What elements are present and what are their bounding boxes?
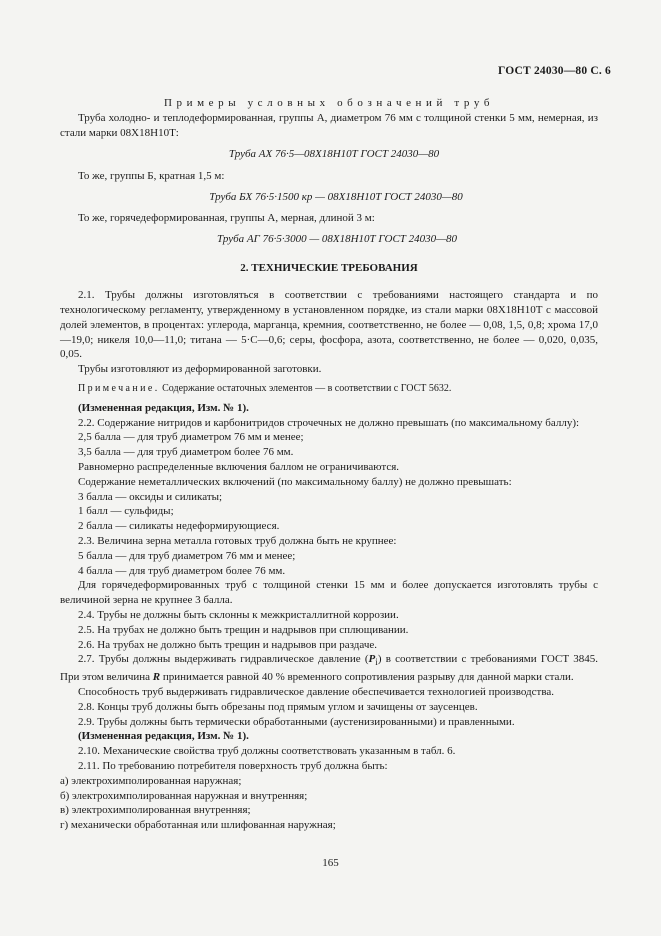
clause-2-7-b: Способность труб выдерживать гидравлическое давление обеспечивается технологией производства. — [78, 686, 555, 699]
section-title: 2. ТЕХНИЧЕСКИЕ ТРЕБОВАНИЯ — [240, 262, 418, 275]
clause-2-2-a: 2,5 балла — для труб диаметром 76 мм и менее; — [78, 431, 304, 444]
example-paragraph-2: То же, группы Б, кратная 1,5 м: — [78, 170, 225, 183]
clause-2-11-d: г) механически обработанная или шлифованная наружная; — [60, 819, 336, 832]
example-formula-3: Труба АГ 76·5·3000 — 08Х18Н10Т ГОСТ 24030—80 — [217, 232, 457, 245]
example-formula-2: Труба БХ 76·5·1500 кр — 08Х18Н10Т ГОСТ 24030—80 — [209, 190, 463, 203]
pressure-subscript: i — [375, 657, 378, 668]
clause-2-4: 2.4. Трубы не должны быть склонны к межкристаллитной коррозии. — [78, 608, 399, 621]
clause-2-11-a: а) электрохимполированная наружная; — [60, 774, 242, 787]
clause-2-1: 2.1. Трубы должны изготовляться в соответствии с требованиями настоящего стандарта и по технологическому регламенту, утвержденному в установленном порядке, из стали марки 08Х18Н10Т с массовой долей элементов, в процентах: углерода, марганца, кремния, соответственно, не более — 0,08, 1,5, 0,8; хрома 17,0—19,0; никеля 10,0—11,0; титана — 5·С—0,6; серы, фосфора, азота, соответственно, не более — 0,020, 0,035, 0,05. — [60, 289, 598, 361]
clause-2-1-billet: Трубы изготовляют из деформированной заготовки. — [78, 363, 322, 376]
note-heading: Примечание. — [78, 382, 160, 394]
clause-2-7 — [60, 652, 598, 685]
note — [60, 382, 598, 397]
note-text: Содержание остаточных элементов — в соответствии с ГОСТ 5632. — [162, 382, 452, 394]
clause-2-6: 2.6. На трубах не должно быть трещин и надрывов при раздаче. — [78, 638, 377, 651]
revision-note-2: (Измененная редакция, Изм. № 1). — [78, 730, 249, 743]
clause-2-7-text-a: 2.7. Трубы должны выдерживать гидравлическое давление ( — [78, 653, 369, 666]
clause-2-2-g: 2 балла — силикаты недеформирующиеся. — [78, 520, 280, 533]
page-number: 165 — [322, 857, 339, 869]
clause-2-2-e: 3 балла — оксиды и силикаты; — [78, 490, 223, 503]
pressure-symbol: P — [368, 653, 376, 666]
example-paragraph-3: То же, горячедеформированная, группы А, мерная, длиной 3 м: — [78, 211, 375, 224]
clause-2-9: 2.9. Трубы должны быть термически обработанными (аустенизированными) и правленными. — [78, 715, 515, 728]
clause-2-11-c: в) электрохимполированная внутренняя; — [60, 804, 251, 817]
clause-2-3-a: 5 балла — для труб диаметром 76 мм и менее; — [78, 549, 296, 562]
clause-2-11-b: б) электрохимполированная наружная и внутренняя; — [60, 789, 308, 802]
clause-2-3-b: 4 балла — для труб диаметром более 76 мм. — [78, 564, 286, 577]
revision-note-1: (Измененная редакция, Изм. № 1). — [78, 401, 249, 414]
clause-2-2-c: Равномерно распределенные включения баллом не ограничиваются. — [78, 460, 400, 473]
clause-2-3: 2.3. Величина зерна металла готовых труб должна быть не крупнее: — [78, 534, 397, 547]
examples-title: Примеры условных обозначений труб — [163, 97, 495, 109]
clause-2-2: 2.2. Содержание нитридов и карбонитридов строчечных не должно превышать (по максимальному баллу): — [78, 416, 580, 429]
r-symbol: R — [152, 671, 161, 684]
clause-2-5: 2.5. На трубах не должно быть трещин и надрывов при сплющивании. — [78, 623, 409, 636]
page-content — [60, 96, 598, 833]
clause-2-8: 2.8. Концы труб должны быть обрезаны под прямым углом и зачищены от заусенцев. — [78, 700, 478, 713]
example-formula-1: Труба АХ 76·5—08Х18Н10Т ГОСТ 24030—80 — [228, 148, 440, 161]
clause-2-2-f: 1 балл — сульфиды; — [78, 505, 174, 518]
clause-2-2-b: 3,5 балла — для труб диаметром более 76 мм. — [78, 446, 294, 459]
clause-2-3-c: Для горячедеформированных труб с толщиной стенки 15 мм и более допускается изготовлять трубы с величиной зерна не крупнее 3 балла. — [60, 579, 598, 607]
clause-2-7-text-b: ) в соответствии с требованиями ГОСТ 3845. При этом величина — [60, 653, 598, 684]
clause-2-11: 2.11. По требованию потребителя поверхность труб должна быть: — [78, 760, 388, 773]
clause-2-10: 2.10. Механические свойства труб должны соответствовать указанным в табл. 6. — [78, 745, 456, 758]
document-header: ГОСТ 24030—80 С. 6 — [498, 65, 611, 77]
clause-2-7-text-c: принимается равной 40 % временного сопротивления разрыву для данной марки стали. — [162, 671, 574, 684]
example-paragraph-1: Труба холодно- и теплодеформированная, группы А, диаметром 76 мм с толщиной стенки 5 мм, немерная, из стали марки 08Х18Н10Т: — [60, 111, 598, 139]
clause-2-2-d: Содержание неметаллических включений (по максимальному баллу) не должно превышать: — [78, 475, 512, 488]
